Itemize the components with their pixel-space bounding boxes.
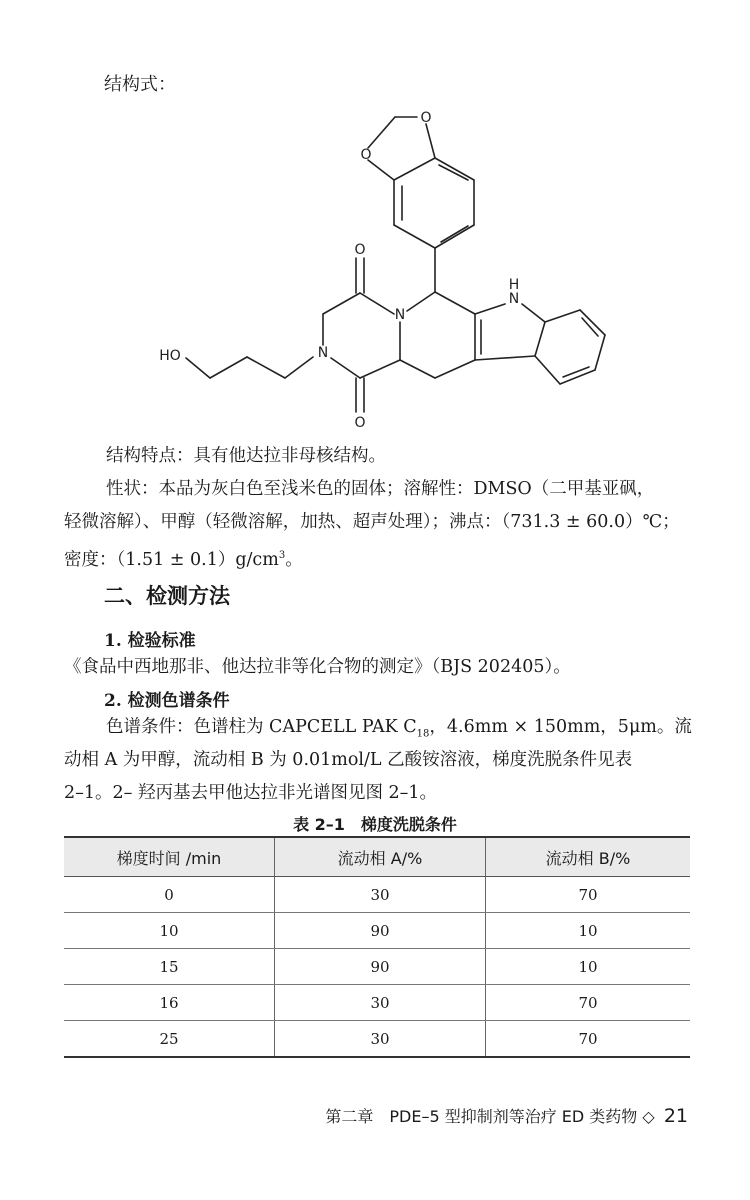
atom-n-indole: N <box>508 291 520 307</box>
table-cell: 10 <box>486 913 691 949</box>
chemical-structure <box>140 100 610 440</box>
structure-features: 结构特点：具有他达拉非母核结构。 <box>106 446 386 466</box>
table-cell: 15 <box>64 949 275 985</box>
table-cell: 90 <box>275 949 486 985</box>
atom-h-indole: H <box>508 277 520 293</box>
atom-o-top: O <box>420 110 432 126</box>
subsection-1-text: 《食品中西地那非、他达拉非等化合物的测定》（BJS 202405）。 <box>64 657 571 677</box>
table-cell: 10 <box>64 913 275 949</box>
section-title: 二、检测方法 <box>104 584 230 608</box>
table-cell: 30 <box>275 877 486 913</box>
properties-line3 <box>64 539 692 577</box>
atom-o-carbonyl-bottom: O <box>354 415 366 431</box>
table-cell: 0 <box>64 877 275 913</box>
table-cell: 16 <box>64 985 275 1021</box>
atom-o-carbonyl-top: O <box>354 242 366 258</box>
subsection-2-title: 2. 检测色谱条件 <box>104 691 230 711</box>
table-row <box>64 949 690 985</box>
table-cell: 70 <box>486 877 691 913</box>
table-cell: 25 <box>64 1021 275 1058</box>
density-superscript: 3 <box>278 550 286 561</box>
column-text: 色谱条件：色谱柱为 CAPCELL PAK C <box>106 717 417 737</box>
subsection-1-title: 1. 检验标准 <box>104 631 196 651</box>
table-header-row <box>64 837 690 877</box>
density-text: 密度：（1.51 ± 0.1）g/cm <box>64 549 279 570</box>
table-row <box>64 1021 690 1058</box>
atom-o-left: O <box>360 147 372 163</box>
footer-chapter: 第二章 PDE–5 型抑制剂等治疗 ED 类药物 <box>325 1107 638 1126</box>
atom-n-amide: N <box>317 345 329 361</box>
structure-label: 结构式： <box>104 74 176 95</box>
column-dims: ，4.6mm × 150mm，5μm。流 <box>429 717 692 737</box>
gradient-table <box>64 836 690 1058</box>
properties-paragraph <box>64 473 692 506</box>
table-header-time: 梯度时间 /min <box>64 837 275 877</box>
table-cell: 90 <box>275 913 486 949</box>
table-cell: 30 <box>275 1021 486 1058</box>
atom-n-ring: N <box>394 307 406 323</box>
table-cell: 70 <box>486 1021 691 1058</box>
column-subscript: 18 <box>416 728 430 740</box>
table-cell: 70 <box>486 985 691 1021</box>
table-cell: 30 <box>275 985 486 1021</box>
properties-line1: 性状：本品为灰白色至浅米色的固体；溶解性：DMSO（二甲基亚砜， <box>106 479 655 499</box>
chromatography-line2: 动相 A 为甲醇，流动相 B 为 0.01mol/L 乙酸铵溶液，梯度洗脱条件见表 <box>64 750 633 770</box>
page-number: 21 <box>663 1105 688 1127</box>
table-header-phase-b: 流动相 B/% <box>486 837 691 877</box>
table-row <box>64 913 690 949</box>
diamond-icon: ◇ <box>642 1107 655 1126</box>
density-end: 。 <box>285 549 303 570</box>
atom-ho: HO <box>159 348 181 364</box>
chromatography-line3: 2–1。2– 羟丙基去甲他达拉非光谱图见图 2–1。 <box>64 783 438 803</box>
table-row <box>64 985 690 1021</box>
table-cell: 10 <box>486 949 691 985</box>
table-header-phase-a: 流动相 A/% <box>275 837 486 877</box>
page-footer <box>325 1104 688 1127</box>
properties-line2: 轻微溶解）、甲醇（轻微溶解，加热、超声处理）；沸点：（731.3 ± 60.0）℃； <box>64 512 680 532</box>
table-caption: 表 2–1 梯度洗脱条件 <box>293 815 457 834</box>
table-row <box>64 877 690 913</box>
